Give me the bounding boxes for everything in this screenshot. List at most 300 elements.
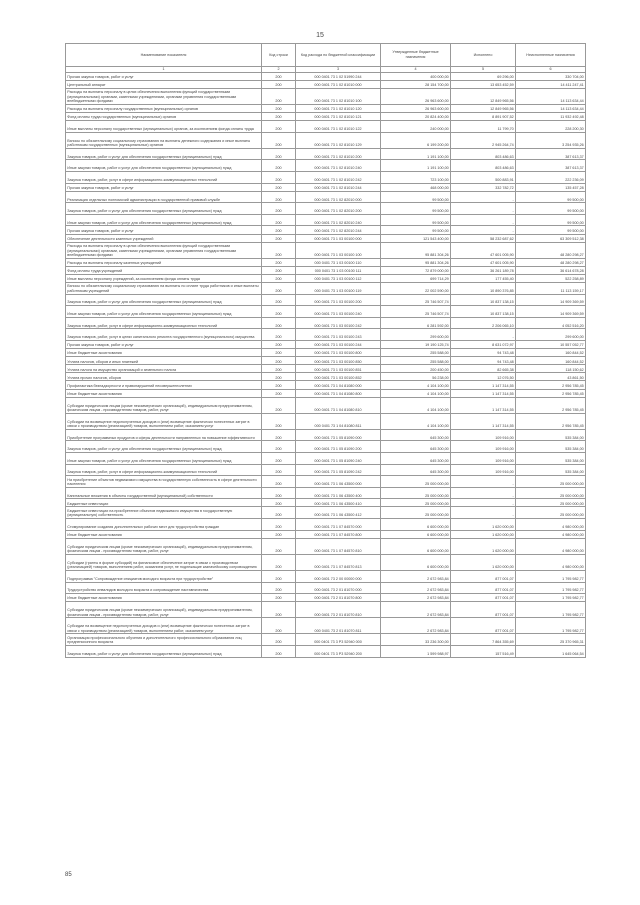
row-classification-code: 000 0401 73 1 07 84570 810 (296, 538, 381, 554)
row-approved: 723 100,00 (381, 171, 451, 183)
table-row (66, 112, 586, 120)
row-approved: 1 191 100,00 (381, 148, 451, 160)
header-approved: Утвержденные бюджетные назначения (381, 44, 451, 67)
row-approved: 25 000 000,00 (381, 499, 451, 507)
row-line-code: 200 (262, 258, 296, 266)
row-unexecuted: 14 909 369,59 (516, 294, 586, 306)
row-classification-code: 000 0401 73 1 07 84570 000 (296, 519, 381, 531)
row-line-code: 200 (262, 357, 296, 365)
row-executed: 94 743,48 (451, 349, 516, 357)
row-name: Приобретение программных продуктов и сферы деятельности направленных на повышение эффективности (66, 429, 262, 441)
row-unexecuted: 11 932 492,48 (516, 112, 586, 120)
row-unexecuted: 2 956 785,45 (516, 397, 586, 413)
row-unexecuted: 10 557 052,77 (516, 340, 586, 348)
row-unexecuted: 2 956 785,45 (516, 413, 586, 429)
row-line-code: 200 (262, 519, 296, 531)
row-unexecuted: 3 254 935,26 (516, 132, 586, 148)
row-line-code: 200 (262, 132, 296, 148)
row-line-code: 200 (262, 452, 296, 464)
row-executed: - (451, 499, 516, 507)
table-row (66, 530, 586, 538)
row-classification-code: 000 0401 73 1 03 00100 242 (296, 317, 381, 329)
row-executed: - (451, 191, 516, 203)
row-name: Прочая закупка товаров, работ и услуг (66, 183, 262, 191)
row-unexecuted: 535 384,00 (516, 441, 586, 453)
table-row (66, 282, 586, 294)
row-approved: 25 000 000,00 (381, 476, 451, 488)
header-classification-code: Код расхода по бюджетной классификации (296, 44, 381, 67)
row-classification-code: 000 0401 73 2 00 00000 000 (296, 570, 381, 582)
row-line-code: 200 (262, 274, 296, 282)
table-row (66, 80, 586, 88)
table-row (66, 594, 586, 602)
row-unexecuted: 1 795 982,77 (516, 618, 586, 634)
row-line-code: 200 (262, 594, 296, 602)
row-approved: 2 672 983,84 (381, 594, 451, 602)
row-approved: 645 300,00 (381, 441, 451, 453)
row-name: Закупка товаров, работ, услуг в сфере информационно-коммуникационных технологий (66, 317, 262, 329)
row-executed: 877 001,07 (451, 570, 516, 582)
row-unexecuted: 160 844,52 (516, 349, 586, 357)
table-row (66, 389, 586, 397)
row-executed: - (451, 476, 516, 488)
row-line-code: 200 (262, 160, 296, 172)
table-row (66, 72, 586, 80)
row-line-code: 200 (262, 214, 296, 226)
row-name: Иные закупки товаров, работ и услуг для обеспечения государственных (муниципальных) нужд (66, 306, 262, 318)
header-line-code: Код строки (262, 44, 296, 67)
row-unexecuted: 535 384,00 (516, 464, 586, 476)
row-approved: 95 881 304,26 (381, 258, 451, 266)
row-approved: 99 500,00 (381, 214, 451, 226)
row-approved: 56 238,00 (381, 373, 451, 381)
table-row (66, 441, 586, 453)
row-line-code: 200 (262, 282, 296, 294)
row-name: Реализация отдельных полномочий администрации в государственной правовой службе (66, 191, 262, 203)
row-line-code: 200 (262, 72, 296, 80)
column-index: 5 (451, 66, 516, 72)
row-name: Закупка товаров, работ, услуг в сфере информационно-коммуникационных технологий (66, 464, 262, 476)
column-index: 1 (66, 66, 262, 72)
row-name: Капитальные вложения в объекты государственной (муниципальной) собственности (66, 487, 262, 499)
row-line-code: 200 (262, 226, 296, 234)
row-line-code: 200 (262, 148, 296, 160)
row-classification-code: 000 0401 73 1 03 00100 243 (296, 329, 381, 341)
row-classification-code: 000 0401 73 2 01 81070 810 (296, 602, 381, 618)
row-approved: 99 500,00 (381, 226, 451, 234)
row-unexecuted: 14 113 634,44 (516, 88, 586, 104)
row-approved: 19 190 125,74 (381, 340, 451, 348)
row-executed: 2 206 065,10 (451, 317, 516, 329)
table-row (66, 365, 586, 373)
row-line-code: 200 (262, 373, 296, 381)
row-unexecuted: 4 052 516,20 (516, 317, 586, 329)
table-row (66, 132, 586, 148)
row-approved: 99 500,00 (381, 191, 451, 203)
table-row (66, 602, 586, 618)
row-line-code: 200 (262, 121, 296, 133)
table-row (66, 183, 586, 191)
row-executed: 1 620 000,00 (451, 538, 516, 554)
row-approved: 6 199 200,00 (381, 132, 451, 148)
row-name: Трудоустройство инвалидов молодого возраста и сопровождение наставничества (66, 582, 262, 594)
row-unexecuted: 4 980 000,00 (516, 538, 586, 554)
row-name: Иные бюджетные ассигнования (66, 530, 262, 538)
row-line-code: 200 (262, 413, 296, 429)
row-classification-code: 000 0401 73 1 07 84570 800 (296, 530, 381, 538)
row-executed: 12 849 965,56 (451, 104, 516, 112)
row-approved: 645 300,00 (381, 464, 451, 476)
table-row (66, 214, 586, 226)
row-approved: 1 191 100,00 (381, 160, 451, 172)
table-row (66, 242, 586, 258)
row-name: Иные бюджетные ассигнования (66, 594, 262, 602)
row-unexecuted: 160 844,52 (516, 357, 586, 365)
row-executed: 177 455,40 (451, 274, 516, 282)
table-row (66, 191, 586, 203)
table-row (66, 258, 586, 266)
row-approved: 645 300,00 (381, 429, 451, 441)
row-executed: - (451, 214, 516, 226)
row-classification-code: 000 0401 73 1 02 82010 000 (296, 191, 381, 203)
row-name: Иные бюджетные ассигнования (66, 389, 262, 397)
row-unexecuted: 25 000 000,00 (516, 476, 586, 488)
row-executed: 109 916,00 (451, 441, 516, 453)
row-line-code: 200 (262, 507, 296, 519)
row-line-code: 200 (262, 317, 296, 329)
row-approved: 26 963 600,00 (381, 104, 451, 112)
row-unexecuted: 14 909 369,59 (516, 306, 586, 318)
row-classification-code: 000 0401 73 1 06 43500 410 (296, 499, 381, 507)
row-name: Расходы на выплаты персоналу в целях обеспечения выполнения функций государственными (муниципальными) органами, казенными учреждениями, органами управления государственными внебюджетными фондами (66, 242, 262, 258)
row-unexecuted: 25 000 000,00 (516, 499, 586, 507)
row-classification-code: 000 0401 73 3 P3 52940 200 (296, 645, 381, 657)
row-executed: 1 620 000,00 (451, 519, 516, 531)
row-approved: 33 236 300,00 (381, 634, 451, 646)
row-unexecuted: 1 795 982,77 (516, 594, 586, 602)
row-line-code: 200 (262, 234, 296, 242)
row-executed: 82 665,38 (451, 365, 516, 373)
row-executed: 109 916,00 (451, 452, 516, 464)
table-row (66, 476, 586, 488)
row-classification-code: 000 0401 73 1 02 81010 242 (296, 171, 381, 183)
row-executed: 877 001,07 (451, 594, 516, 602)
row-executed: 94 743,48 (451, 357, 516, 365)
table-row (66, 570, 586, 582)
row-classification-code: 000 0401 73 1 02 81010 244 (296, 183, 381, 191)
row-approved: 25 000 000,00 (381, 487, 451, 499)
row-approved: 1 599 988,97 (381, 645, 451, 657)
row-executed: - (451, 203, 516, 215)
row-classification-code: 000 0401 73 1 03 00100 800 (296, 349, 381, 357)
row-unexecuted: 522 258,89 (516, 274, 586, 282)
table-row (66, 104, 586, 112)
table-row (66, 148, 586, 160)
row-approved: 200 450,00 (381, 365, 451, 373)
row-classification-code: 000 0401 73 1 02 81010 120 (296, 104, 381, 112)
row-classification-code: 000 0401 73 1 04 81080 810 (296, 397, 381, 413)
table-row (66, 519, 586, 531)
row-classification-code: 000 0401 73 2 01 81070 000 (296, 582, 381, 594)
row-line-code: 200 (262, 294, 296, 306)
row-approved: 4 104 100,00 (381, 381, 451, 389)
row-executed: 47 601 005,90 (451, 258, 516, 266)
row-unexecuted: 48 280 298,27 (516, 242, 586, 258)
row-classification-code: 000 0401 73 1 03 00100 111 (296, 266, 381, 274)
row-name: Прочая закупка товаров, работ и услуг (66, 340, 262, 348)
row-executed: 803 486,63 (451, 148, 516, 160)
row-name: Прочая закупка товаров, работ и услуг (66, 226, 262, 234)
row-classification-code: 000 0401 73 1 03 00100 850 (296, 357, 381, 365)
row-executed: 500 883,91 (451, 171, 516, 183)
table-row (66, 329, 586, 341)
row-classification-code: 000 0401 73 1 02 82010 200 (296, 203, 381, 215)
row-unexecuted: 1 795 982,77 (516, 582, 586, 594)
row-approved: 4 104 100,00 (381, 397, 451, 413)
row-approved: 255 588,00 (381, 349, 451, 357)
table-row (66, 294, 586, 306)
table-row (66, 487, 586, 499)
row-approved: 4 104 100,00 (381, 389, 451, 397)
row-unexecuted: 535 384,00 (516, 452, 586, 464)
row-approved: 99 500,00 (381, 203, 451, 215)
row-executed: 1 147 314,55 (451, 381, 516, 389)
row-classification-code: 000 0401 73 1 02 81010 129 (296, 132, 381, 148)
row-name: Подпрограмма "Сопровождение инициатив молодого возраста при трудоустройстве" (66, 570, 262, 582)
row-unexecuted: 99 500,00 (516, 191, 586, 203)
row-unexecuted: 1 645 064,54 (516, 645, 586, 657)
row-approved: 25 746 507,74 (381, 294, 451, 306)
row-unexecuted: 228 200,30 (516, 121, 586, 133)
row-name: Иные выплаты персоналу государственных (муниципальных) органов, за исключением фонда оплаты труда (66, 121, 262, 133)
row-name: Расходы на выплаты персоналу в целях обеспечения выполнения функций государственными (муниципальными) органами, казенными учреждениями, органами управления государственными внебюджетными фондами (66, 88, 262, 104)
row-name: Субсидии юридическим лицам (кроме некоммерческих организаций), индивидуальным предпринимателям, физическим лицам - производителям товаров, работ, услуг (66, 602, 262, 618)
row-approved: 121 543 400,00 (381, 234, 451, 242)
row-unexecuted: 387 613,37 (516, 160, 586, 172)
row-executed: 8 631 072,97 (451, 340, 516, 348)
row-line-code: 200 (262, 88, 296, 104)
row-unexecuted: 2 956 785,45 (516, 389, 586, 397)
header-unexecuted: Неисполненные назначения (516, 44, 586, 67)
row-classification-code: 000 0401 73 1 02 82010 244 (296, 226, 381, 234)
row-line-code: 200 (262, 266, 296, 274)
row-line-code: 200 (262, 570, 296, 582)
header-executed: Исполнено (451, 44, 516, 67)
row-line-code: 200 (262, 340, 296, 348)
row-name: Профилактика безнадзорности и правонарушений несовершеннолетних (66, 381, 262, 389)
row-unexecuted: 48 280 298,27 (516, 258, 586, 266)
row-classification-code: 000 0401 73 1 03 00100 000 (296, 234, 381, 242)
row-classification-code: 000 0401 73 1 03 00100 200 (296, 294, 381, 306)
table-row (66, 88, 586, 104)
table-row (66, 266, 586, 274)
row-approved: 400 000,00 (381, 72, 451, 80)
row-executed: 109 916,00 (451, 429, 516, 441)
row-executed: 877 001,07 (451, 602, 516, 618)
row-classification-code: 000 0401 73 1 02 51990 244 (296, 72, 381, 80)
row-unexecuted: 330 704,00 (516, 72, 586, 80)
column-index: 6 (516, 66, 586, 72)
page-number: 15 (316, 32, 324, 39)
row-unexecuted: 11 113 159,17 (516, 282, 586, 294)
row-classification-code: 000 0401 73 1 05 81090 200 (296, 441, 381, 453)
row-unexecuted: 99 500,00 (516, 214, 586, 226)
row-classification-code: 000 0401 73 1 04 81080 800 (296, 389, 381, 397)
row-classification-code: 000 0401 73 1 04 81080 811 (296, 413, 381, 429)
row-unexecuted: 135 457,28 (516, 183, 586, 191)
row-name: Субсидии юридическим лицам (кроме некоммерческих организаций), индивидуальным предпринимателям, физическим лицам - производителям товаров, работ, услуг (66, 397, 262, 413)
table-row (66, 317, 586, 329)
row-classification-code: 000 0401 73 1 02 81010 100 (296, 88, 381, 104)
row-classification-code: 000 0401 73 2 01 81070 811 (296, 618, 381, 634)
row-executed: 11 799,70 (451, 121, 516, 133)
row-approved: 645 300,00 (381, 452, 451, 464)
row-name: Обеспечение деятельности казенных учреждений (66, 234, 262, 242)
table-row (66, 274, 586, 282)
table-header-row (66, 44, 586, 67)
table-row (66, 538, 586, 554)
row-line-code: 200 (262, 618, 296, 634)
table-body (66, 72, 586, 657)
row-classification-code: 000 0401 73 1 03 00100 244 (296, 340, 381, 348)
row-classification-code: 000 0401 73 1 05 81090 240 (296, 452, 381, 464)
row-line-code: 200 (262, 441, 296, 453)
row-classification-code: 000 0401 73 1 03 00100 240 (296, 306, 381, 318)
row-approved: 6 281 592,00 (381, 317, 451, 329)
budget-execution-table (65, 43, 586, 658)
row-name: Бюджетные инвестиции (66, 499, 262, 507)
table-row (66, 121, 586, 133)
row-classification-code: 000 0401 73 1 06 43500 400 (296, 487, 381, 499)
column-index: 3 (296, 66, 381, 72)
row-name: Фонд оплаты труда учреждений (66, 266, 262, 274)
row-line-code: 200 (262, 112, 296, 120)
table-row (66, 397, 586, 413)
row-name: Взносы по обязательному социальному страхованию на выплаты по оплате труда работников и иные выплаты работникам учреждений (66, 282, 262, 294)
row-line-code: 200 (262, 306, 296, 318)
row-executed: 47 601 005,90 (451, 242, 516, 258)
table-row (66, 634, 586, 646)
row-approved: 299 600,00 (381, 329, 451, 341)
table-row (66, 373, 586, 381)
row-unexecuted: 99 500,00 (516, 203, 586, 215)
row-approved: 6 600 000,00 (381, 519, 451, 531)
table-row (66, 381, 586, 389)
table-row (66, 499, 586, 507)
row-name: Уплата прочих налогов, сборов (66, 373, 262, 381)
row-unexecuted: 387 613,37 (516, 148, 586, 160)
table-row (66, 226, 586, 234)
row-executed: 58 232 687,62 (451, 234, 516, 242)
row-classification-code: 000 0401 73 1 03 00100 851 (296, 365, 381, 373)
row-executed: 2 945 264,74 (451, 132, 516, 148)
row-approved: 2 672 983,84 (381, 582, 451, 594)
row-name: Закупка товаров, работ и услуг для обеспечения государственных (муниципальных) нужд (66, 148, 262, 160)
row-name: Субсидии на возмещение недополученных доходов и (или) возмещение фактически понесенных затрат в связи с производством (реализацией) товаров, выполнением работ, оказанием услуг (66, 413, 262, 429)
row-classification-code: 000 0401 73 1 03 00100 119 (296, 282, 381, 294)
row-approved: 26 963 600,00 (381, 88, 451, 104)
row-line-code: 200 (262, 530, 296, 538)
row-name: Расходы на выплаты персоналу казенных учреждений (66, 258, 262, 266)
row-unexecuted: 14 113 634,44 (516, 104, 586, 112)
table-row (66, 464, 586, 476)
row-unexecuted: 2 956 785,45 (516, 381, 586, 389)
row-classification-code: 000 0401 73 1 05 81090 242 (296, 464, 381, 476)
row-unexecuted: 4 980 000,00 (516, 530, 586, 538)
row-unexecuted: 99 500,00 (516, 226, 586, 234)
table-row (66, 582, 586, 594)
row-unexecuted: 4 980 000,00 (516, 519, 586, 531)
table-row (66, 306, 586, 318)
row-approved: 255 588,00 (381, 357, 451, 365)
table-row (66, 429, 586, 441)
row-executed: 877 001,07 (451, 618, 516, 634)
row-name: Субсидии (гранты в форме субсидий) на финансовое обеспечение затрат в связи с производством (реализацией) товаров, выполнением работ, оказанием услуг, не подлежащие казначейскому сопровождению (66, 554, 262, 570)
row-executed: 36 261 189,78 (451, 266, 516, 274)
row-unexecuted: 25 370 965,31 (516, 634, 586, 646)
row-executed: 69 296,00 (451, 72, 516, 80)
row-name: Уплата налогов, сборов и иных платежей (66, 357, 262, 365)
row-executed: 10 837 138,15 (451, 306, 516, 318)
row-line-code: 200 (262, 389, 296, 397)
row-approved: 4 104 100,00 (381, 413, 451, 429)
table-row (66, 618, 586, 634)
row-name: Закупка товаров, работ и услуг для обеспечения государственных (муниципальных) нужд (66, 203, 262, 215)
row-name: Закупка товаров, работ, услуг в сфере информационно-коммуникационных технологий (66, 171, 262, 183)
row-unexecuted: 1 795 982,77 (516, 602, 586, 618)
row-name: Фонд оплаты труда государственных (муниципальных) органов (66, 112, 262, 120)
row-line-code: 200 (262, 349, 296, 357)
row-name: Прочая закупка товаров, работ и услуг (66, 72, 262, 80)
row-name: Закупка товаров, работ и услуг для обеспечения государственных (муниципальных) нужд (66, 645, 262, 657)
table-row (66, 413, 586, 429)
row-name: Иные выплаты персоналу учреждений, за исключением фонда оплаты труда (66, 274, 262, 282)
row-classification-code: 000 0401 73 1 03 00100 852 (296, 373, 381, 381)
row-classification-code: 000 0401 73 1 05 81090 000 (296, 429, 381, 441)
row-name: Закупка товаров, работ и услуг для обеспечения государственных (муниципальных) нужд (66, 441, 262, 453)
row-name: Иные закупки товаров, работ и услуг для обеспечения государственных (муниципальных) нужд (66, 214, 262, 226)
row-executed: 12 076,50 (451, 373, 516, 381)
row-unexecuted: 36 614 678,28 (516, 266, 586, 274)
row-classification-code: 000 0401 73 1 07 84570 813 (296, 554, 381, 570)
row-name: Закупка товаров, работ и услуг для обеспечения государственных (муниципальных) нужд (66, 294, 262, 306)
row-approved: 468 000,00 (381, 183, 451, 191)
row-executed: 7 864 355,69 (451, 634, 516, 646)
row-unexecuted: 222 236,09 (516, 171, 586, 183)
row-executed: - (451, 226, 516, 234)
row-line-code: 200 (262, 499, 296, 507)
row-approved: 6 600 000,00 (381, 554, 451, 570)
row-line-code: 200 (262, 464, 296, 476)
row-line-code: 200 (262, 645, 296, 657)
row-unexecuted: 63 309 512,38 (516, 234, 586, 242)
row-name: Центральный аппарат (66, 80, 262, 88)
row-name: Иные закупки товаров, работ и услуг для обеспечения государственных (муниципальных) нужд (66, 452, 262, 464)
row-unexecuted: 1 795 982,77 (516, 570, 586, 582)
table-row (66, 234, 586, 242)
row-approved: 28 154 700,00 (381, 80, 451, 88)
row-approved: 6 600 000,00 (381, 530, 451, 538)
column-index: 4 (381, 66, 451, 72)
row-unexecuted: 118 150,62 (516, 365, 586, 373)
row-classification-code: 000 0401 73 3 P3 52940 000 (296, 634, 381, 646)
row-classification-code: 000 0401 73 1 02 81010 121 (296, 112, 381, 120)
row-approved: 22 002 590,00 (381, 282, 451, 294)
row-classification-code: 000 0401 73 1 03 00100 100 (296, 242, 381, 258)
table-row (66, 160, 586, 172)
row-name: Иные бюджетные ассигнования (66, 349, 262, 357)
row-executed: - (451, 487, 516, 499)
